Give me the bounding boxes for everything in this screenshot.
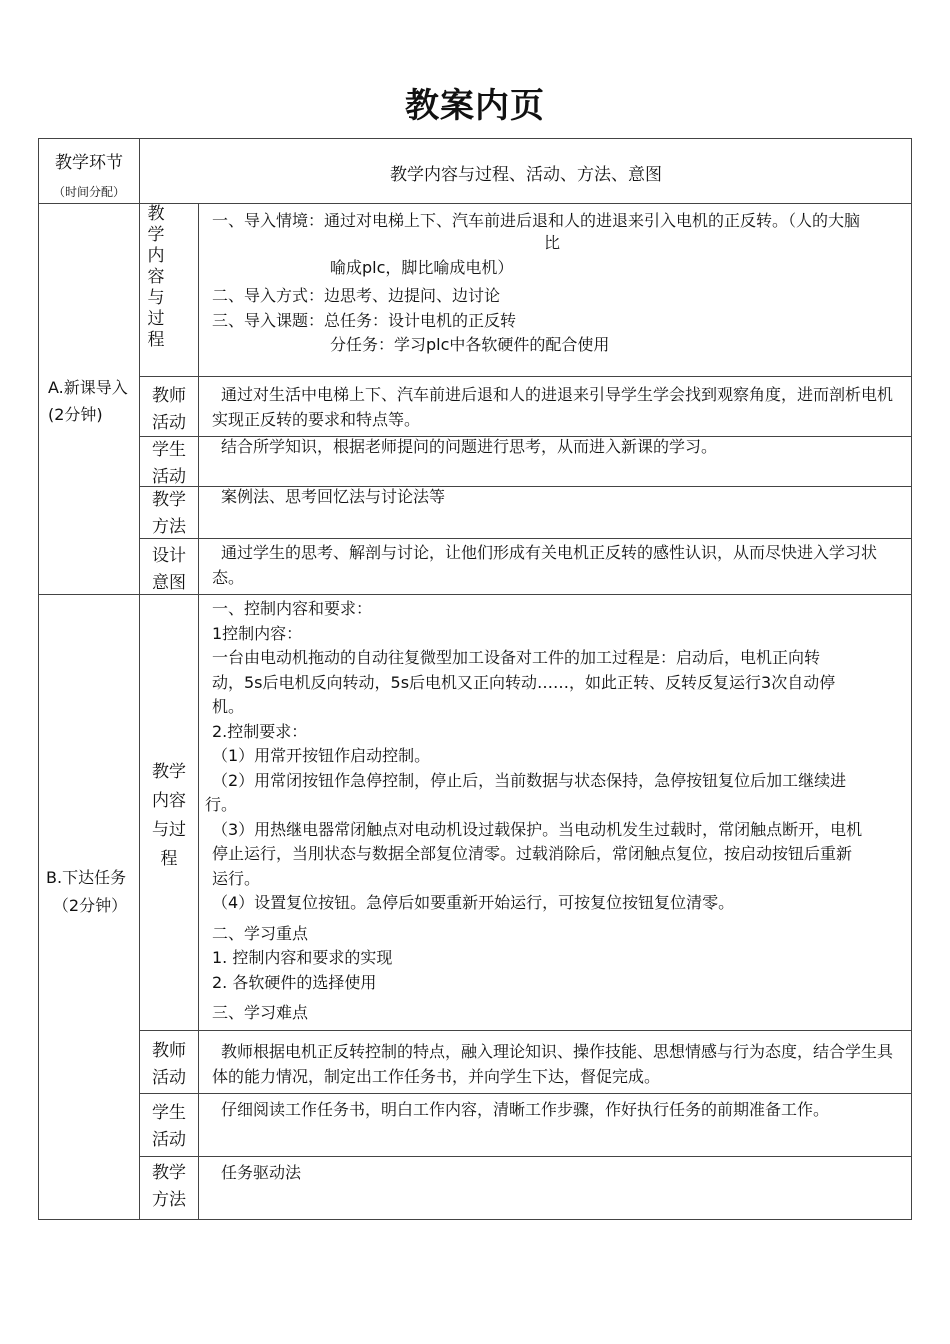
content-line: 三、学习难点 — [212, 1003, 309, 1022]
grid-line — [139, 376, 912, 377]
grid-line — [38, 203, 912, 204]
content-line: 1. 控制内容和要求的实现 — [212, 948, 393, 967]
content-line: （4）设置复位按钮。急停后如要重新开始运行，可按复位按钮复位清零。 — [212, 893, 735, 912]
content-line: 机。 — [212, 697, 245, 716]
header-col1 — [39, 148, 139, 200]
content-line: 三、导入课题：总任务：设计电机的正反转 — [212, 310, 517, 330]
content-line: 停止运行，当刖状态与数据全部复位清零。过载消除后，常闭触点复位，按启动按钮后重新 — [212, 844, 853, 863]
content-line: 动，5s后电机反向转动，5s后电机又正向转动……，如此正转、反转反复运行3次自动停 — [212, 672, 836, 692]
content-line: 2.控制要求： — [212, 721, 308, 741]
section-b-content-label: 教学内容与过程 — [152, 762, 186, 869]
section-b-method-text: 任务驱动法 — [221, 1163, 302, 1182]
grid-line — [139, 1093, 912, 1094]
section-b-student-label: 学生活动 — [152, 1103, 186, 1150]
header-col2-title: 教学内容与过程、活动、方法、意图 — [390, 165, 662, 185]
section-b-stage — [46, 864, 134, 920]
content-line: （1）用常开按钮作启动控制。 — [212, 746, 431, 765]
section-a-teacher-text: 通过对生活中电梯上下、汽车前进后退和人的进退来引导学生学会找到观察角度，进而剖析电机实现正反转的要求和特点等。 — [212, 385, 894, 429]
section-a-method-label: 教学方法 — [152, 490, 186, 537]
section-a-stage: A.新课导入(2分钟) — [48, 378, 128, 424]
content-line: 运行。 — [212, 868, 261, 888]
content-line: 分任务：学习plc中各软硬件的配合使用 — [330, 335, 610, 354]
grid-line — [139, 1156, 912, 1157]
content-line: 比 — [544, 232, 561, 252]
section-b-teacher-text: 教师根据电机正反转控制的特点，融入理论知识、操作技能、思想情感与行为态度，结合学生具体的能力情况，制定出工作任务书，并向学生下达，督促完成。 — [212, 1042, 894, 1086]
content-line: 一台由电动机拖动的自动往复微型加工设备对工件的加工过程是：启动后，电机正向转 — [212, 648, 821, 667]
section-b-stage-line2: （2分钟） — [52, 896, 128, 915]
page-title: 教案内页 — [405, 86, 545, 126]
content-line: 一、导入情境：通过对电梯上下、汽车前进后退和人的进退来引入电机的正反转。（人的大脑 — [212, 211, 861, 230]
section-b-method-label: 教学方法 — [152, 1163, 186, 1210]
content-line: 行。 — [205, 795, 238, 814]
section-a-student-label: 学生活动 — [152, 440, 186, 487]
section-a-intent-label: 设计意图 — [152, 546, 186, 593]
section-b-stage-line1: B.下达任务 — [46, 868, 127, 887]
section-a-content-label: 教学内容与过程 — [147, 204, 165, 350]
section-a-student-text: 结合所学知识，根据老师提问的问题进行思考，从而进入新课的学习。 — [221, 437, 718, 456]
content-line: 2. 各软硬件的选择使用 — [212, 972, 377, 992]
content-line: （3）用热继电器常闭触点对电动机设过载保护。当电动机发生过载时，常闭触点断开，电机 — [212, 819, 863, 839]
header-col1-title: 教学环节 — [55, 153, 123, 173]
content-line: 一、控制内容和要求： — [212, 599, 373, 618]
header-col1-sub: （时间分配） — [52, 185, 125, 199]
grid-line — [198, 203, 199, 1220]
grid-line — [139, 138, 140, 1220]
content-line: 二、学习重点 — [212, 923, 309, 943]
grid-line — [139, 538, 912, 539]
section-b-teacher-label: 教师活动 — [152, 1041, 186, 1088]
section-a-intent-text: 通过学生的思考、解剖与讨论，让他们形成有关电机正反转的感性认识，从而尽快进入学习状态。 — [212, 543, 878, 587]
section-a-content — [212, 209, 908, 358]
section-b-student-text: 仔细阅读工作任务书，明白工作内容，清晰工作步骤，作好执行任务的前期准备工作。 — [221, 1100, 830, 1119]
content-line: 二、导入方式：边思考、边提问、边讨论 — [212, 286, 501, 305]
section-a-teacher-label: 教师活动 — [152, 386, 186, 433]
content-line: 1控制内容： — [212, 623, 303, 643]
grid-line — [139, 1030, 912, 1031]
section-a-method-text: 案例法、思考回忆法与讨论法等 — [221, 487, 446, 506]
content-line: （2）用常闭按钮作急停控制，停止后，当前数据与状态保持，急停按钮复位后加工继续进 — [212, 770, 847, 790]
section-b-content — [205, 597, 908, 1029]
content-line: 喻成plc，脚比喻成电机） — [330, 257, 514, 277]
